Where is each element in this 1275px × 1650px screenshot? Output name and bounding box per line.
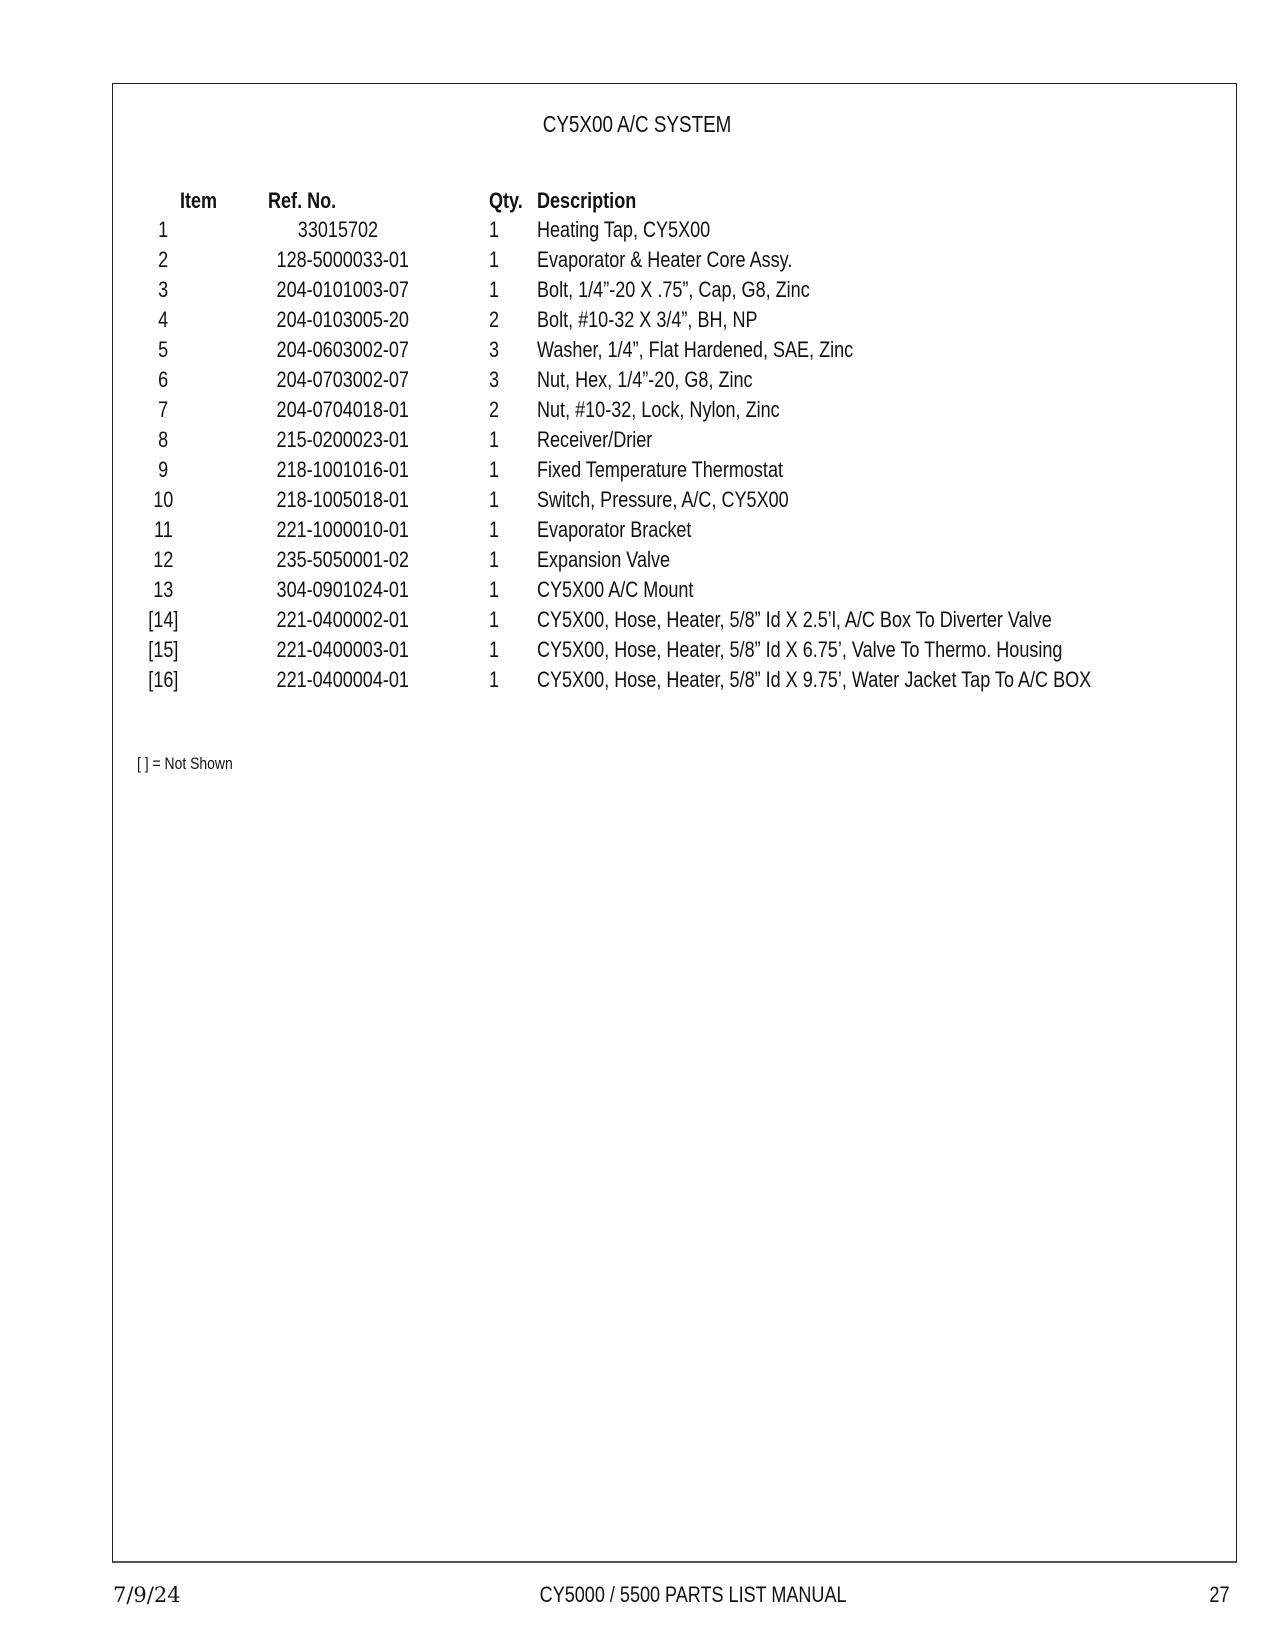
cell-ref-no: 221-1000010-01: [276, 517, 409, 542]
cell-item: [16]: [147, 667, 179, 692]
cell-ref-no: 204-0704018-01: [276, 397, 409, 422]
cell-ref-no: 221-0400004-01: [276, 667, 409, 692]
header-description: Description: [537, 188, 637, 213]
cell-description: Heating Tap, CY5X00: [537, 217, 711, 242]
cell-qty: 3: [489, 337, 500, 362]
cell-qty: 1: [489, 457, 500, 482]
cell-item: 3: [157, 277, 169, 302]
cell-qty: 1: [489, 667, 500, 692]
cell-qty: 1: [489, 277, 500, 302]
table-row: [0, 635, 1275, 665]
footer-page-number: 27: [1208, 1582, 1229, 1607]
table-row: [0, 665, 1275, 695]
footer-manual-title: CY5000 / 5500 PARTS LIST MANUAL: [539, 1582, 847, 1607]
cell-description: Bolt, 1/4”-20 X .75”, Cap, G8, Zinc: [537, 277, 810, 302]
cell-item: 5: [157, 337, 169, 362]
cell-description: Nut, Hex, 1/4”-20, G8, Zinc: [537, 367, 753, 392]
header-item: Item: [180, 188, 218, 213]
cell-item: 2: [157, 247, 169, 272]
header-qty: Qty.: [489, 188, 523, 213]
table-row: [0, 305, 1275, 335]
legend-note: [ ] = Not Shown: [137, 754, 233, 773]
cell-ref-no: 128-5000033-01: [276, 247, 409, 272]
cell-description: Switch, Pressure, A/C, CY5X00: [537, 487, 789, 512]
cell-ref-no: 204-0103005-20: [276, 307, 409, 332]
cell-ref-no: 204-0603002-07: [276, 337, 409, 362]
cell-qty: 1: [489, 517, 500, 542]
cell-ref-no: 204-0101003-07: [276, 277, 409, 302]
cell-description: Evaporator Bracket: [537, 517, 692, 542]
cell-ref-no: 221-0400003-01: [276, 637, 409, 662]
cell-item: [14]: [147, 607, 179, 632]
cell-qty: 1: [489, 487, 500, 512]
cell-ref-no: 204-0703002-07: [276, 367, 409, 392]
cell-description: Bolt, #10-32 X 3/4”, BH, NP: [537, 307, 758, 332]
cell-qty: 1: [489, 607, 500, 632]
cell-description: Nut, #10-32, Lock, Nylon, Zinc: [537, 397, 780, 422]
table-header: [0, 186, 1275, 216]
cell-item: 13: [152, 577, 174, 602]
table-row: [0, 545, 1275, 575]
cell-ref-no: 221-0400002-01: [276, 607, 409, 632]
cell-ref-no: 215-0200023-01: [276, 427, 409, 452]
cell-description: CY5X00 A/C Mount: [537, 577, 694, 602]
cell-description: Washer, 1/4”, Flat Hardened, SAE, Zinc: [537, 337, 854, 362]
cell-qty: 1: [489, 577, 500, 602]
cell-qty: 1: [489, 547, 500, 572]
cell-item: [15]: [147, 637, 179, 662]
table-row: [0, 575, 1275, 605]
cell-item: 1: [157, 217, 169, 242]
cell-qty: 3: [489, 367, 500, 392]
cell-ref-no: 235-5050001-02: [276, 547, 409, 572]
table-row: [0, 365, 1275, 395]
cell-qty: 1: [489, 217, 500, 242]
cell-qty: 1: [489, 247, 500, 272]
cell-qty: 2: [489, 397, 500, 422]
table-row: [0, 455, 1275, 485]
table-row: [0, 275, 1275, 305]
cell-ref-no: 218-1005018-01: [276, 487, 409, 512]
cell-item: 9: [157, 457, 169, 482]
cell-ref-no: 218-1001016-01: [276, 457, 409, 482]
section-title: CY5X00 A/C SYSTEM: [543, 111, 732, 137]
cell-item: 7: [157, 397, 169, 422]
cell-description: Expansion Valve: [537, 547, 671, 572]
cell-item: 8: [157, 427, 169, 452]
table-row: [0, 425, 1275, 455]
cell-item: 10: [152, 487, 174, 512]
cell-item: 6: [157, 367, 169, 392]
cell-item: 12: [152, 547, 174, 572]
table-row: [0, 605, 1275, 635]
cell-item: 11: [153, 517, 173, 542]
cell-description: Fixed Temperature Thermostat: [537, 457, 783, 482]
table-row: [0, 395, 1275, 425]
cell-ref-no: 33015702: [297, 217, 379, 242]
footer-date: 7/9/24: [113, 1583, 181, 1607]
cell-description: CY5X00, Hose, Heater, 5/8” Id X 2.5’l, A/C Box To Diverter Valve: [537, 607, 1052, 632]
table-row: [0, 485, 1275, 515]
cell-ref-no: 304-0901024-01: [276, 577, 409, 602]
cell-description: Evaporator & Heater Core Assy.: [537, 247, 793, 272]
cell-item: 4: [157, 307, 169, 332]
cell-qty: 1: [489, 637, 500, 662]
cell-description: CY5X00, Hose, Heater, 5/8” Id X 6.75’, Valve To Thermo. Housing: [537, 637, 1063, 662]
header-ref-no: Ref. No.: [268, 188, 337, 213]
table-row: [0, 335, 1275, 365]
table-row: [0, 245, 1275, 275]
table-row: [0, 515, 1275, 545]
cell-description: CY5X00, Hose, Heater, 5/8” Id X 9.75’, Water Jacket Tap To A/C BOX: [537, 667, 1092, 692]
cell-description: Receiver/Drier: [537, 427, 653, 452]
cell-qty: 2: [489, 307, 500, 332]
cell-qty: 1: [489, 427, 500, 452]
table-row: [0, 215, 1275, 245]
